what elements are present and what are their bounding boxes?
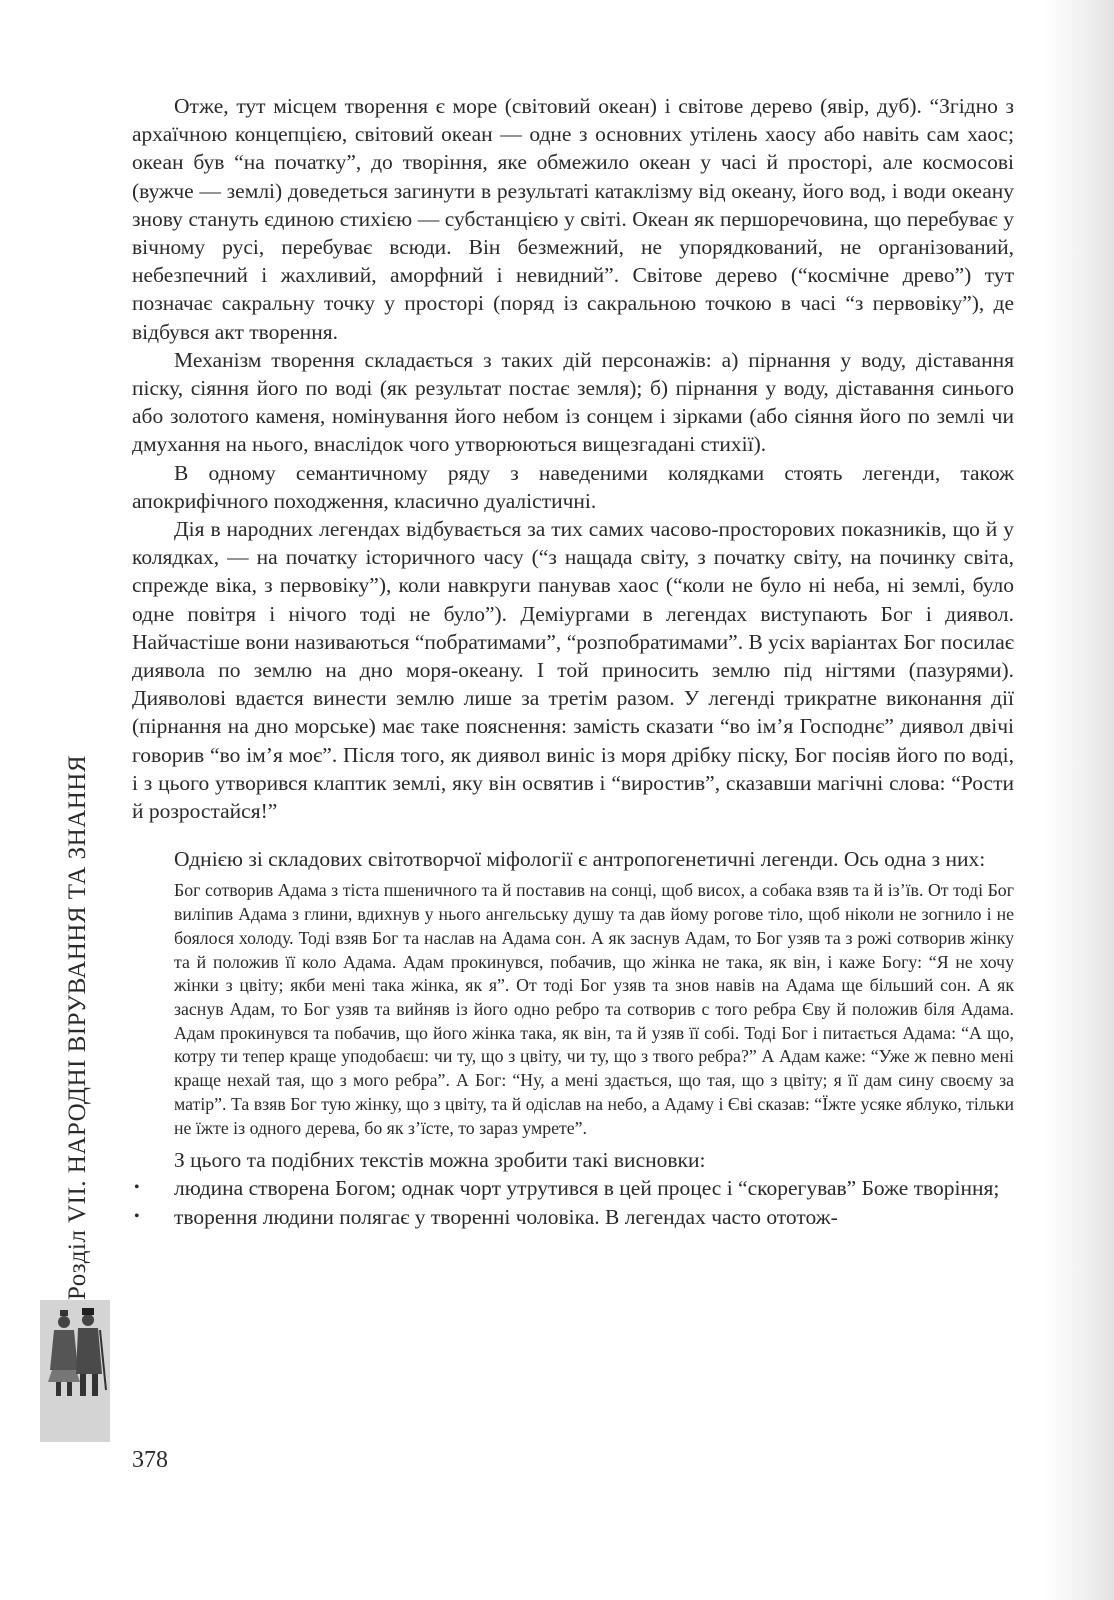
list-item <box>132 1174 1014 1202</box>
paragraph-3: В одному семантичному ряду з наведеними колядками стоять легенди, також апокрифічного походження, класично дуалістичні. <box>132 460 1014 513</box>
bullet-icon: • <box>134 1179 140 1197</box>
list-item <box>132 1203 1014 1231</box>
paragraph-4: Дія в народних легендах відбувається за тих самих часово-просторових показників, що й у колядках, — на початку історичного часу (“з нащада світу, з початку світу, на починку світа, спрежде віка, з первовіку”), коли навкруги панував хаос (“коли не було ні неба, ні землі, було одне повітря і нічого тоді не було”). Деміургами в легендах виступають Бог і диявол. Найчастіше вони називаються “побратимами”, “розпобратимами”. В усіх варіантах Бог посилає диявола по землю на дно моря-океану. І той приносить землю під нігтями (пазурями). Дияволові вдаєтся винести землю лише за третім разом. У легенді трикратне виконання дії (пірнання на дно морське) має таке пояснення: замість сказати “во ім’я Господнє” диявол двічі говорив “во ім’я моє”. Після того, як диявол виніс із моря дрібку піску, Бог посіяв його по воді, і з цього утворився клаптик землі, яку він освятив і “виростив”, сказавши магічні слова: “Рости й розростайся!” <box>132 517 1014 824</box>
page-edge-shadow <box>1044 0 1114 1600</box>
conclusion-intro: З цього та подібних текстів можна зробити такі висновки: <box>174 1148 706 1173</box>
legend-quote: Бог сотворив Адама з тіста пшеничного та й поставив на сонці, щоб висох, а собака взяв та й із’їв. От тоді Бог виліпив Адама з глини, вдихнув у нього ангельську душу та дав йому рогове тіло, щоб ніколи не зогнило і не боялося холоду. Тоді взяв Бог та наслав на Адама сон. А як заснув Адам, то Бог узяв та з рожі сотворив жінку та й положив її коло Адама. Адам прокинувся, побачив, що жінка не така, як він, і каже Богу: “Я не хочу жінки з цвіту; якби мені така жінка, як я”. От тоді Бог узяв та знов навів на Адама ще більший сон. А як заснув Адам, то Бог узяв та вийняв із його одно ребро та сотворив с того ребра Єву й положив біля Адама. Адам прокинувся та побачив, що його жінка така, як він, та й узяв її собі. Тоді Бог і питається Адама: “А що, котру ти тепер краще уподобаєш: чи ту, що з цвіту, чи ту, що з твого ребра?” А Адам каже: “Уже ж певно мені краще нехай тая, що з мого ребра”. А Бог: “Ну, а мені здається, що тая, що з цвіту; я її дам сину своєму за матір”. Та взяв Бог тую жінку, що з цвіту, та й одіслав на небо, а Адаму і Єві сказав: “Їжте усяке яблуко, тільки не їжте із одного дерева, бо як з’їсте, то зараз умрете”. <box>174 880 1014 1138</box>
list-item-text: творення людини полягає у творенні чоловіка. В легендах часто ототож- <box>174 1204 838 1229</box>
list-item-text: людина створена Богом; однак чорт утрутився в цей процес і “скорегував” Боже творіння; <box>174 1176 1000 1201</box>
main-text <box>132 92 1014 1231</box>
folk-figures-illustration <box>40 1300 110 1442</box>
folk-figures-icon <box>40 1300 110 1442</box>
paragraph-1: Отже, тут місцем творення є море (світовий океан) і світове дерево (явір, дуб). “Згідно з архаїчною концепцією, світовий океан — одне з основних утілень хаосу або навіть сам хаос; океан був “на початку”, до творіння, яке обмежило океан у часі й просторі, але космосові (вужче — землі) доведеться загинути в результаті катаклізму від океану, його вод, і води океану знову стануть єдиною стихією — субстанцією у світі. Океан як першоречовина, що перебуває у вічному русі, перебуває всюди. Він безмежний, не упорядкований, не організований, небезпечний і жахливий, аморфний і невидний”. Світове дерево (“космічне древо”) тут позначає сакральну точку у просторі (поряд із сакральною точкою в часі “з первовіку”), де відбувся акт творення. <box>132 94 1014 344</box>
page-number: 378 <box>132 1447 168 1473</box>
chapter-side-title: Розділ VII. НАРОДНІ ВІРУВАННЯ ТА ЗНАННЯ <box>64 754 91 1300</box>
conclusion-list <box>132 1174 1014 1230</box>
bullet-icon: • <box>134 1207 140 1225</box>
paragraph-5: Однією зі складових світотворчої міфології є антропогенетичні легенди. Ось одна з них: <box>174 847 986 872</box>
paragraph-2: Механізм творення складається з таких дій персонажів: а) пірнання у воду, діставання піску, сіяння його по воді (як результат постає земля); б) пірнання у воду, діставання синього або золотого каменя, номінування його небом із сонцем і зірками (або сіяння його по землі чи дмухання на нього, внаслідок чого утворюються вищезгадані стихії). <box>132 347 1014 457</box>
